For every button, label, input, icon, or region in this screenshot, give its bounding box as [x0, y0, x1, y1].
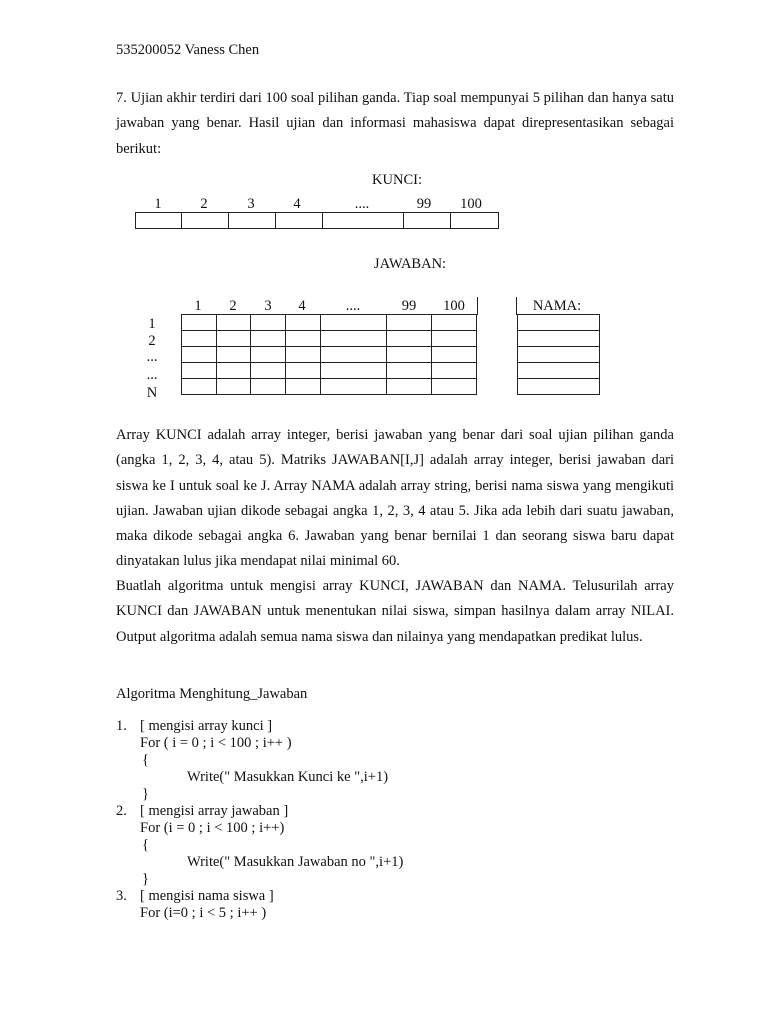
kunci-cell — [451, 213, 499, 229]
jawaban-header: 2 — [229, 298, 237, 314]
jawaban-header: 99 — [401, 298, 417, 314]
step-close-brace: } — [142, 786, 149, 802]
algorithm-title: Algoritma Menghitung_Jawaban — [116, 686, 308, 702]
step-comment: [ mengisi nama siswa ] — [140, 888, 274, 904]
step-open-brace: { — [142, 837, 149, 853]
kunci-table — [135, 212, 499, 229]
page-header: 535200052 Vaness Chen — [116, 42, 260, 58]
paragraph-task: Buatlah algoritma untuk mengisi array KUNCI, JAWABAN dan NAMA. Telusurilah array KUNCI dan JAWABAN untuk menentukan nilai siswa, simpan hasilnya dalam array NILAI. Output algoritma adalah semua nama siswa dan nilainya yang mendapatkan predikat lulus. — [116, 578, 674, 645]
row-label: ... — [146, 367, 158, 383]
kunci-cell — [229, 213, 276, 229]
paragraph-description: Array KUNCI adalah array integer, berisi jawaban yang benar dari soal ujian pilihan ganda (angka 1, 2, 3, 4, atau 5). Matriks JAWABAN[I,J] adalah array integer, berisi jawaban dari siswa ke I untuk soal ke J. Array NAMA adalah array string, berisi nama siswa yang mengikuti ujian. Jawaban ujian dikode sebagai angka 1, 2, 3, 4 atau 5. Jika ada lebih dari suatu jawaban, maka dikode sebagai angka 6. Jawaban yang benar bernilai 1 dan seorang siswa baru dapat dinyatakan lulus jika mendapat nilai minimal 60. — [116, 427, 674, 570]
jawaban-header: 100 — [443, 298, 465, 314]
jawaban-header: .... — [345, 298, 361, 314]
question-number: 7. — [116, 90, 127, 106]
step-comment: [ mengisi array jawaban ] — [140, 803, 289, 819]
jawaban-header: 4 — [298, 298, 306, 314]
step-close-brace: } — [142, 871, 149, 887]
kunci-cell — [136, 213, 182, 229]
step-for: For ( i = 0 ; i < 100 ; i++ ) — [140, 735, 292, 751]
kunci-cell — [404, 213, 451, 229]
row-label: ... — [146, 349, 158, 365]
jawaban-table — [181, 314, 477, 395]
row-label: 1 — [148, 316, 156, 332]
jawaban-header: 3 — [264, 298, 272, 314]
question-text: Ujian akhir terdiri dari 100 soal pilihan ganda. Tiap soal mempunyai 5 pilihan dan hanya satu jawaban yang benar. Hasil ujian dan informasi mahasiswa dapat direpresentasikan sebagai berikut: — [116, 90, 675, 157]
step-comment: [ mengisi array kunci ] — [140, 718, 273, 734]
jawaban-divider-top — [477, 297, 478, 315]
row-label: 2 — [148, 333, 156, 349]
question-intro — [116, 86, 674, 162]
step-body: Write(" Masukkan Jawaban no ",i+1) — [187, 854, 404, 870]
step-for: For (i=0 ; i < 5 ; i++ ) — [140, 905, 267, 921]
jawaban-title: JAWABAN: — [373, 256, 447, 272]
kunci-header: 3 — [247, 196, 255, 212]
step-number: 3. — [116, 888, 127, 904]
step-open-brace: { — [142, 752, 149, 768]
kunci-header: 99 — [416, 196, 432, 212]
kunci-cell — [276, 213, 323, 229]
nama-table — [517, 314, 600, 395]
step-for: For (i = 0 ; i < 100 ; i++) — [140, 820, 285, 836]
kunci-header: .... — [354, 196, 370, 212]
step-number: 1. — [116, 718, 127, 734]
kunci-header: 2 — [200, 196, 208, 212]
row-label: N — [146, 385, 158, 401]
kunci-header: 1 — [154, 196, 162, 212]
kunci-title: KUNCI: — [372, 172, 422, 188]
kunci-header: 100 — [460, 196, 482, 212]
jawaban-header: 1 — [194, 298, 202, 314]
kunci-header: 4 — [293, 196, 301, 212]
nama-divider-top — [516, 297, 517, 315]
step-number: 2. — [116, 803, 127, 819]
nama-title: NAMA: — [532, 298, 582, 314]
kunci-cell — [182, 213, 229, 229]
kunci-cell — [323, 213, 404, 229]
step-body: Write(" Masukkan Kunci ke ",i+1) — [187, 769, 389, 785]
